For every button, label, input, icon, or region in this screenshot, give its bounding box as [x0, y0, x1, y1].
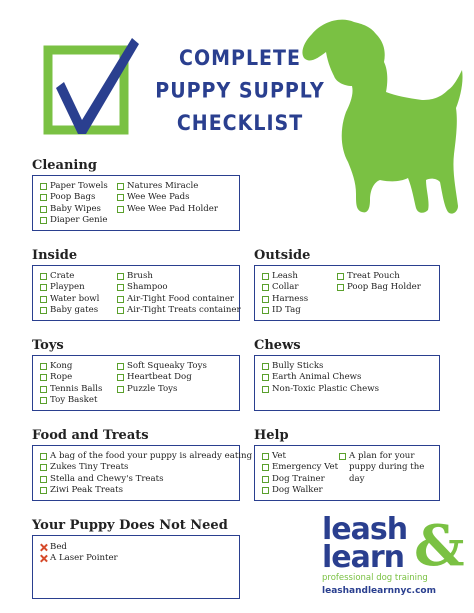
checklist-item[interactable]: Bed — [40, 542, 118, 553]
x-mark-icon[interactable] — [40, 555, 47, 562]
section-title-help: Help — [254, 428, 289, 443]
checkbox-icon[interactable] — [40, 284, 47, 291]
checklist-item[interactable]: Emergency Vet — [262, 462, 338, 473]
checkbox-icon[interactable] — [117, 183, 124, 190]
outside-col2 — [337, 271, 421, 294]
cleaning-col1 — [40, 181, 108, 226]
checkbox-icon[interactable] — [117, 206, 124, 213]
title-line-2: PUPPY SUPPLY — [155, 78, 325, 104]
checkbox-icon[interactable] — [40, 217, 47, 224]
checkbox-icon[interactable] — [262, 476, 269, 483]
checkbox-icon[interactable] — [262, 307, 269, 314]
brand-url-link[interactable]: leashandlearnnyc.com — [322, 586, 436, 596]
checkbox-icon[interactable] — [262, 464, 269, 471]
checkbox-icon[interactable] — [40, 453, 47, 460]
checkbox-icon[interactable] — [117, 386, 124, 393]
checkbox-icon[interactable] — [40, 464, 47, 471]
outside-col1 — [262, 271, 308, 316]
checkbox-icon[interactable] — [117, 307, 124, 314]
checklist-item[interactable]: Baby gates — [40, 305, 99, 316]
title-line-1: COMPLETE — [179, 46, 301, 71]
checklist-item[interactable]: Vet — [262, 451, 338, 462]
checklist-item[interactable]: ID Tag — [262, 305, 308, 316]
checkbox-icon[interactable] — [40, 386, 47, 393]
section-title-food: Food and Treats — [32, 428, 149, 443]
checklist-item[interactable]: Bully Sticks — [262, 361, 379, 372]
brand-word-leash: leash — [322, 512, 408, 547]
checklist-item[interactable]: Puzzle Toys — [117, 384, 207, 395]
checklist-item[interactable]: Baby Wipes — [40, 204, 108, 215]
checklist-item[interactable]: Collar — [262, 282, 308, 293]
checkbox-icon[interactable] — [40, 273, 47, 280]
x-mark-icon[interactable] — [40, 544, 47, 551]
checkbox-icon[interactable] — [262, 296, 269, 303]
checkbox-icon[interactable] — [117, 194, 124, 201]
brand-word-learn: learn — [322, 540, 405, 575]
checkbox-icon[interactable] — [40, 363, 47, 370]
checkmark-logo-icon — [42, 36, 142, 140]
checkbox-icon[interactable] — [40, 183, 47, 190]
checklist-item[interactable]: Paper Towels — [40, 181, 108, 192]
checklist-item[interactable]: Non-Toxic Plastic Chews — [262, 384, 379, 395]
section-title-outside: Outside — [254, 248, 311, 263]
checkbox-icon[interactable] — [117, 284, 124, 291]
checklist-item[interactable]: Diaper Genie — [40, 215, 108, 226]
inside-col1 — [40, 271, 99, 316]
checklist-item[interactable]: Natures Miracle — [117, 181, 218, 192]
checklist-item[interactable]: Leash — [262, 271, 308, 282]
checklist-item[interactable]: Zukes Tiny Treats — [40, 462, 252, 473]
checklist-item[interactable]: Dog Trainer — [262, 474, 338, 485]
checkbox-icon[interactable] — [40, 487, 47, 494]
section-title-inside: Inside — [32, 248, 78, 263]
checklist-item[interactable]: Earth Animal Chews — [262, 372, 379, 383]
checklist-item[interactable]: Harness — [262, 294, 308, 305]
checklist-item[interactable]: Wee Wee Pad Holder — [117, 204, 218, 215]
checklist-item[interactable]: A Laser Pointer — [40, 553, 118, 564]
checkbox-icon[interactable] — [262, 453, 269, 460]
checklist-item[interactable]: Crate — [40, 271, 99, 282]
checkbox-icon[interactable] — [40, 397, 47, 404]
checkbox-icon[interactable] — [262, 363, 269, 370]
brand-logo — [322, 512, 472, 611]
inside-col2 — [117, 271, 241, 316]
help-col2 — [339, 451, 435, 485]
checklist-item[interactable]: Poop Bag Holder — [337, 282, 421, 293]
section-title-toys: Toys — [32, 338, 64, 353]
checkbox-icon[interactable] — [337, 273, 344, 280]
checkbox-icon[interactable] — [40, 374, 47, 381]
checkbox-icon[interactable] — [337, 284, 344, 291]
brand-ampersand: & — [414, 513, 465, 579]
checkbox-icon[interactable] — [262, 273, 269, 280]
checkbox-icon[interactable] — [117, 273, 124, 280]
checklist-item[interactable]: Ziwi Peak Treats — [40, 485, 252, 496]
checkbox-icon[interactable] — [117, 363, 124, 370]
checklist-item[interactable]: Dog Walker — [262, 485, 338, 496]
checklist-item[interactable]: Kong — [40, 361, 102, 372]
toys-col1 — [40, 361, 102, 406]
help-col1 — [262, 451, 338, 496]
not-need-col1 — [40, 542, 118, 565]
section-title-chews: Chews — [254, 338, 301, 353]
checklist-item[interactable]: Wee Wee Pads — [117, 192, 218, 203]
checkbox-icon[interactable] — [40, 296, 47, 303]
section-title-cleaning: Cleaning — [32, 158, 97, 173]
checkbox-icon[interactable] — [40, 307, 47, 314]
checkbox-icon[interactable] — [117, 296, 124, 303]
checkbox-icon[interactable] — [262, 386, 269, 393]
checklist-item[interactable]: Brush — [117, 271, 241, 282]
checklist-item[interactable]: Soft Squeaky Toys — [117, 361, 207, 372]
food-col1 — [40, 451, 252, 496]
checklist-item[interactable]: Treat Pouch — [337, 271, 421, 282]
checklist-item[interactable]: A bag of the food your puppy is already eating — [40, 451, 252, 462]
checklist-item[interactable]: Air-Tight Treats container — [117, 305, 241, 316]
toys-col2 — [117, 361, 207, 395]
checklist-item[interactable]: Rope — [40, 372, 102, 383]
checklist-item[interactable]: Tennis Balls — [40, 384, 102, 395]
checkbox-icon[interactable] — [262, 487, 269, 494]
checklist-item[interactable]: Poop Bags — [40, 192, 108, 203]
cleaning-col2 — [117, 181, 218, 215]
puppy-silhouette-icon — [296, 12, 466, 222]
checklist-item[interactable]: Stella and Chewy's Treats — [40, 474, 252, 485]
checkbox-icon[interactable] — [40, 206, 47, 213]
checklist-item[interactable]: Playpen — [40, 282, 99, 293]
checkbox-icon[interactable] — [40, 476, 47, 483]
checkbox-icon[interactable] — [40, 194, 47, 201]
checklist-item[interactable]: Shampoo — [117, 282, 241, 293]
checkbox-icon[interactable] — [262, 284, 269, 291]
checkbox-icon[interactable] — [339, 453, 346, 460]
brand-tagline: professional dog training — [322, 573, 428, 583]
checkbox-icon[interactable] — [262, 374, 269, 381]
checklist-item[interactable]: Air-Tight Food container — [117, 294, 241, 305]
checklist-item[interactable]: Water bowl — [40, 294, 99, 305]
checklist-item[interactable]: A plan for your puppy during the day — [339, 451, 435, 485]
checklist-item[interactable]: Toy Basket — [40, 395, 102, 406]
section-title-not-need: Your Puppy Does Not Need — [32, 518, 228, 533]
chews-col1 — [262, 361, 379, 395]
checklist-item[interactable]: Heartbeat Dog — [117, 372, 207, 383]
title-line-3: CHECKLIST — [176, 111, 304, 136]
checkbox-icon[interactable] — [117, 374, 124, 381]
